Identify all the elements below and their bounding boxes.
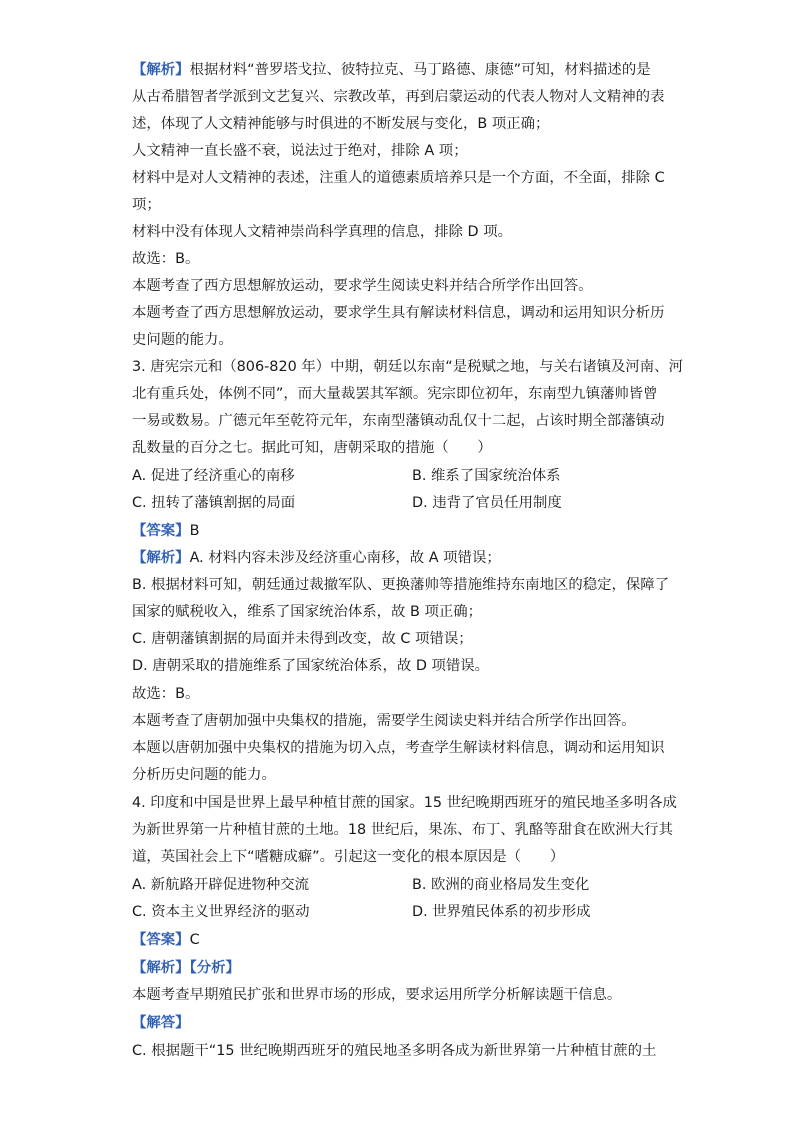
jieda-tag: 【解答】 [132,1015,190,1031]
analysis-heading [132,958,662,978]
fenxi-tag: 【分析】 [189,960,240,976]
text-line: 本题考查早期殖民扩张和世界市场的形成，要求运用所学分析解读题干信息。 [132,987,622,1003]
options-row [132,466,662,486]
text-line: 道，英国社会上下“嗜糖成癖”。引起这一变化的根本原因是（ ） [132,849,565,865]
answer-tag: 【答案】 [132,523,190,539]
summary-line: 本题考查了唐朝加强中央集权的措施，需要学生阅读史料并结合所学作出回答。 [132,713,636,729]
text-line: 一易或数易。广德元年至乾符元年，东南型藩镇动乱仅十二起，占该时期全部藩镇动 [132,413,665,429]
question-4-stem: 4. 印度和中国是世界上最早种植甘蔗的国家。15 世纪晚期西班牙的殖民地圣多明各成 [132,795,677,811]
summary-line: 本题以唐朝加强中央集权的措施为切入点，考查学生解读材料信息，调动和运用知识 [132,740,665,756]
text-line: 人文精神一直长盛不衰，说法过于绝对，排除 A 项； [132,143,468,159]
question-3-stem: 3. 唐宪宗元和（806-820 年）中期，朝廷以东南“是税赋之地，与关右诸镇及河南、河 [132,359,683,375]
text-line: D. 唐朝采取的措施维系了国家统治体系，故 D 项错误。 [132,658,490,674]
analysis-tag: 【解析】 [132,960,190,976]
answer-line [132,930,662,950]
options-row [132,493,662,513]
summary-line: 分析历史问题的能力。 [132,767,276,783]
jieda-heading [132,1013,662,1033]
options-row [132,902,662,922]
option-d: D. 违背了官员任用制度 [412,495,562,511]
option-c: C. 资本主义世界经济的驱动 [132,904,310,920]
summary-line: 史问题的能力。 [132,332,233,348]
conclusion-line: 故选：B。 [132,251,200,267]
conclusion-line: 故选：B。 [132,686,200,702]
text-line: 项； [132,197,161,213]
answer-tag: 【答案】 [132,932,190,948]
text-line: 北有重兵处，体例不同”，而大量裁罢其军额。宪宗即位初年，东南型九镇藩帅皆曾 [132,386,658,402]
options-row [132,875,662,895]
summary-line: 本题考查了西方思想解放运动，要求学生阅读史料并结合所学作出回答。 [132,278,593,294]
summary-line: 本题考查了西方思想解放运动，要求学生具有解读材料信息，调动和运用知识分析历 [132,305,665,321]
text-line: 述，体现了人文精神能够与时俱进的不断发展与变化，B 项正确； [132,116,550,132]
analysis-tag: 【解析】 [132,62,190,78]
answer-value: C [189,932,200,948]
text-line: 材料中没有体现人文精神崇尚科学真理的信息，排除 D 项。 [132,224,512,240]
option-b: B. 欧洲的商业格局发生变化 [412,877,590,893]
analysis-tag: 【解析】 [132,550,190,566]
text-line: 国家的赋税收入，维系了国家统治体系，故 B 项正确； [132,604,483,620]
answer-line [132,521,662,541]
option-c: C. 扭转了藩镇割据的局面 [132,495,296,511]
analysis-line: 【解析】根据材料“普罗塔戈拉、彼特拉克、马丁路德、康德”可知，材料描述的是 [132,62,651,78]
answer-value: B [189,523,200,539]
text-line: C. 根据题干“15 世纪晚期西班牙的殖民地圣多明各成为新世界第一片种植甘蔗的土 [132,1043,657,1059]
option-a: A. 促进了经济重心的南移 [132,468,295,484]
text-line: 为新世界第一片种植甘蔗的土地。18 世纪后，果冻、布丁、乳酪等甜食在欧洲大行其 [132,822,673,838]
option-d: D. 世界殖民体系的初步形成 [412,904,591,920]
option-a: A. 新航路开辟促进物种交流 [132,877,310,893]
text-line: B. 根据材料可知，朝廷通过裁撤军队、更换藩帅等措施维持东南地区的稳定，保障了 [132,577,670,593]
text-line: 乱数量的百分之七。据此可知，唐朝采取的措施（ ） [132,440,492,456]
option-b: B. 维系了国家统治体系 [412,468,561,484]
text-line: 材料中是对人文精神的表述，注重人的道德素质培养只是一个方面，不全面，排除 C [132,170,665,186]
text-line: 从古希腊智者学派到文艺复兴、宗教改革，再到启蒙运动的代表人物对人文精神的表 [132,89,665,105]
analysis-line: 【解析】A. 材料内容未涉及经济重心南移，故 A 项错误； [132,550,501,566]
text-line: C. 唐朝藩镇割据的局面并未得到改变，故 C 项错误； [132,631,473,647]
